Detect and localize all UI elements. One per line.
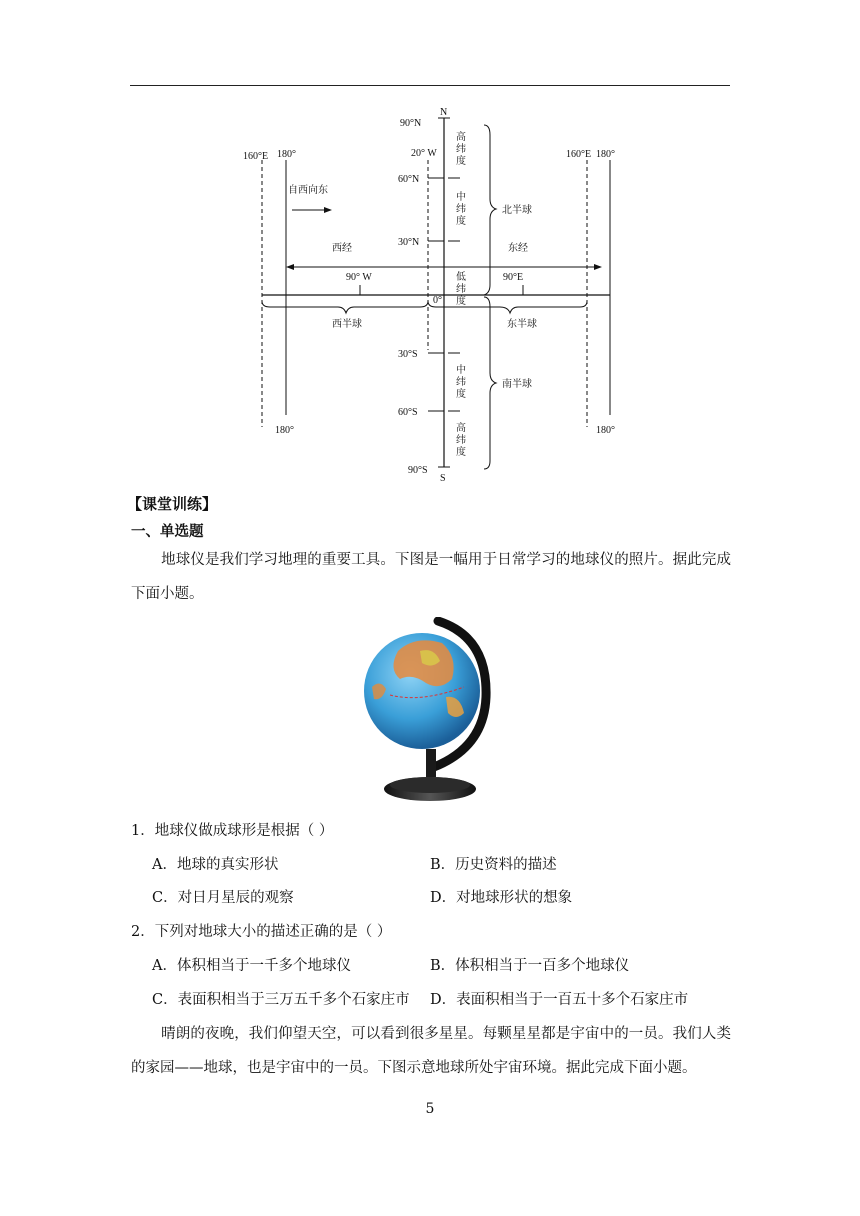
- lon-90e-label: 90°E: [503, 272, 524, 283]
- low-lat-1: 低: [456, 272, 466, 283]
- lon-160e-right-label: 160°E: [566, 149, 592, 160]
- lat-60n-label: 60°N: [398, 174, 420, 185]
- high-lat-south-2: 纬: [456, 435, 466, 446]
- lon-180-right-top-label: 180°: [596, 149, 615, 160]
- western-hemisphere-label: 西半球: [332, 319, 362, 330]
- high-lat-south-1: 高: [456, 423, 466, 434]
- lon-180-right-bottom-label: 180°: [596, 425, 615, 436]
- mid-lat-north-1: 中: [456, 192, 466, 203]
- question-2-option-c[interactable]: C．表面积相当于三万五千多个石家庄市: [152, 992, 410, 1008]
- mid-lat-south-3: 度: [456, 389, 466, 400]
- question-2-option-d[interactable]: D．表面积相当于一百五十多个石家庄市: [430, 992, 689, 1008]
- north-label: N: [440, 107, 448, 118]
- lon-180-left-top-label: 180°: [277, 149, 296, 160]
- eastern-hemisphere-label: 东半球: [507, 319, 537, 330]
- lat-90n-label: 90°N: [400, 118, 422, 129]
- low-lat-2: 纬: [456, 284, 466, 295]
- question-2-option-b[interactable]: B．体积相当于一百多个地球仪: [430, 958, 630, 974]
- intro-paragraph: [131, 543, 731, 611]
- mid-lat-south-2: 纬: [456, 377, 466, 388]
- west-to-east-label: 自西向东: [288, 185, 328, 196]
- southern-hemisphere-label: 南半球: [502, 379, 532, 390]
- west-longitude-label: 西经: [332, 243, 352, 254]
- intro-text: 地球仪是我们学习地理的重要工具。下图是一幅用于日常学习的地球仪的照片。据此完成下面小题。: [131, 552, 731, 602]
- high-lat-north-1: 高: [456, 132, 466, 143]
- page-number: 5: [425, 1101, 435, 1117]
- section-title: 【课堂训练】: [127, 495, 218, 513]
- lat-0-label: 0°: [433, 295, 442, 306]
- lat-30s-label: 30°S: [398, 349, 418, 360]
- closing-text: 晴朗的夜晚，我们仰望天空，可以看到很多星星。每颗星星都是宇宙中的一员。我们人类的家园——地球，也是宇宙中的一员。下图示意地球所处宇宙环境。据此完成下面小题。: [131, 1026, 731, 1076]
- lon-180-left-bottom-label: 180°: [275, 425, 294, 436]
- question-1-option-d[interactable]: D．对地球形状的想象: [430, 890, 573, 906]
- low-lat-3: 度: [456, 296, 466, 307]
- east-longitude-label: 东经: [508, 243, 528, 254]
- question-1-option-a[interactable]: A．地球的真实形状: [152, 857, 279, 873]
- mid-lat-north-2: 纬: [456, 204, 466, 215]
- question-1-option-b[interactable]: B．历史资料的描述: [430, 857, 557, 873]
- south-label: S: [440, 473, 446, 484]
- question-2-stem: 2．下列对地球大小的描述正确的是（ ）: [131, 924, 392, 940]
- mid-lat-north-3: 度: [456, 216, 466, 227]
- lat-60s-label: 60°S: [398, 407, 418, 418]
- lon-160e-left-label: 160°E: [243, 151, 269, 162]
- high-lat-north-2: 纬: [456, 144, 466, 155]
- globe-photo: [360, 617, 500, 807]
- lon-20w-label: 20° W: [411, 148, 437, 159]
- lon-90w-label: 90° W: [346, 272, 372, 283]
- high-lat-south-3: 度: [456, 447, 466, 458]
- lat-90s-label: 90°S: [408, 465, 428, 476]
- header-rule: [130, 85, 730, 86]
- subsection-title: 一、单选题: [131, 523, 204, 540]
- lat-lon-diagram: [230, 105, 630, 485]
- closing-paragraph: [131, 1017, 731, 1085]
- high-lat-north-3: 度: [456, 156, 466, 167]
- mid-lat-south-1: 中: [456, 365, 466, 376]
- question-2-option-a[interactable]: A．体积相当于一千多个地球仪: [152, 958, 351, 974]
- question-1-option-c[interactable]: C．对日月星辰的观察: [152, 890, 294, 906]
- lat-30n-label: 30°N: [398, 237, 420, 248]
- northern-hemisphere-label: 北半球: [502, 205, 532, 216]
- question-1-stem: 1．地球仪做成球形是根据（ ）: [131, 823, 334, 839]
